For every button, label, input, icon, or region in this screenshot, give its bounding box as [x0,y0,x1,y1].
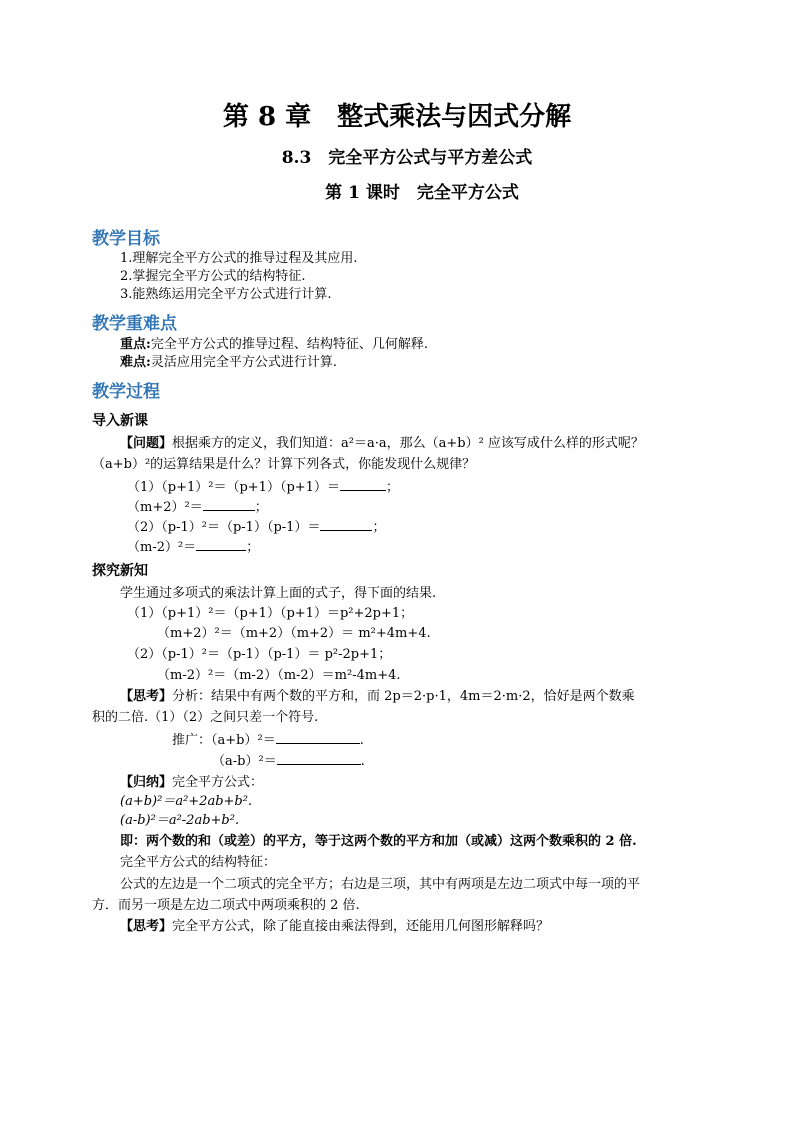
think-line-1 [120,688,635,706]
answer-blank[interactable] [196,538,246,551]
generalize-label: 推广： [172,733,212,748]
difficulty-label: 难点: [120,355,151,370]
key-point-line [120,336,428,354]
question-text-1: 根据乘方的定义，我们知道：a²＝a·a，那么（a+b）² 应该写成什么样的形式呢？ [172,436,644,451]
summary-line [120,774,263,792]
lesson-title: 第 1 课时 完全平方公式 [325,183,519,203]
result-4: （m-2）²＝（m-2）（m-2）＝m²-4m+4. [157,668,401,683]
think2-label: 【思考】 [120,919,173,934]
think2-line [120,918,549,936]
process-heading: 教学过程 [92,382,160,402]
difficulty-line [120,354,337,372]
result-3: （2）（p-1）²＝（p-1）（p-1）＝ p²-2p+1； [127,647,392,662]
answer-blank[interactable] [203,498,255,511]
answer-blank[interactable] [276,731,360,744]
structure-title: 完全平方公式的结构特征： [120,855,277,870]
formula-1: (a+b)²＝a²+2ab+b². [120,794,253,809]
goal-item-1: 1.理解完全平方公式的推导过程及其应用. [120,251,358,266]
explore-intro: 学生通过多项式的乘法计算上面的式子，得下面的结果. [120,586,437,601]
explore-heading: 探究新知 [92,563,148,579]
generalize-2: （a-b）²＝ . [212,754,365,769]
section-title: 8.3 完全平方公式与平方差公式 [281,148,533,168]
exercise-1: （1）（p+1）²＝（p+1）（p+1）＝ ； [127,480,399,495]
exercise-2: （m+2）²＝ ； [127,500,268,515]
difficulty-text: 灵活应用完全平方公式进行计算. [150,355,337,370]
intro-heading: 导入新课 [92,413,148,429]
formula-2: (a-b)²＝a²-2ab+b². [120,813,240,828]
summary-text: 完全平方公式： [172,775,264,790]
bold-statement: 即：两个数的和（或差）的平方，等于这两个数的平方和加（或减）这两个数乘积的 2 倍. [120,834,637,849]
think-label: 【思考】 [120,689,173,704]
key-points-heading: 教学重难点 [92,314,177,334]
think2-text: 完全平方公式，除了能直接由乘法得到，还能用几何图形解释吗？ [172,919,550,934]
exercise-4: （m-2）²＝ ； [127,540,260,555]
structure-text-2: 方．而另一项是左边二项式中两项乘积的 2 倍. [92,898,360,913]
generalize-1: 推广：（a+b）²＝ . [172,733,364,748]
result-2: （m+2）²＝（m+2）（m+2）＝ m²+4m+4. [157,626,431,641]
question-line-1 [120,435,644,453]
goal-item-3: 3.能熟练运用完全平方公式进行计算. [120,287,332,302]
exercise-3: （2）（p-1）²＝（p-1）（p-1）＝ ； [127,520,386,535]
structure-text-1: 公式的左边是一个二项式的完全平方；右边是三项，其中有两项是左边二项式中每一项的平 [120,877,641,892]
goal-item-2: 2.掌握完全平方公式的结构特征. [120,269,306,284]
answer-blank[interactable] [320,518,372,531]
key-label: 重点: [120,337,151,352]
answer-blank[interactable] [340,478,386,491]
summary-label: 【归纳】 [120,775,173,790]
think-text-1: 分析：结果中有两个数的平方和，而 2p＝2·p·1，4m＝2·m·2，恰好是两个数乘 [172,689,635,704]
think-line-2: 积的二倍.（1）（2）之间只差一个符号. [92,710,319,725]
chapter-title: 第 8 章 整式乘法与因式分解 [222,102,572,132]
result-1: （1）（p+1）²＝（p+1）（p+1）＝p²+2p+1； [127,606,414,621]
answer-blank[interactable] [277,752,361,765]
question-line-2: （a+b）²的运算结果是什么？计算下列各式，你能发现什么规律？ [92,457,476,472]
question-label: 【问题】 [120,436,173,451]
goals-heading: 教学目标 [92,229,160,249]
key-text: 完全平方公式的推导过程、结构特征、几何解释. [150,337,428,352]
